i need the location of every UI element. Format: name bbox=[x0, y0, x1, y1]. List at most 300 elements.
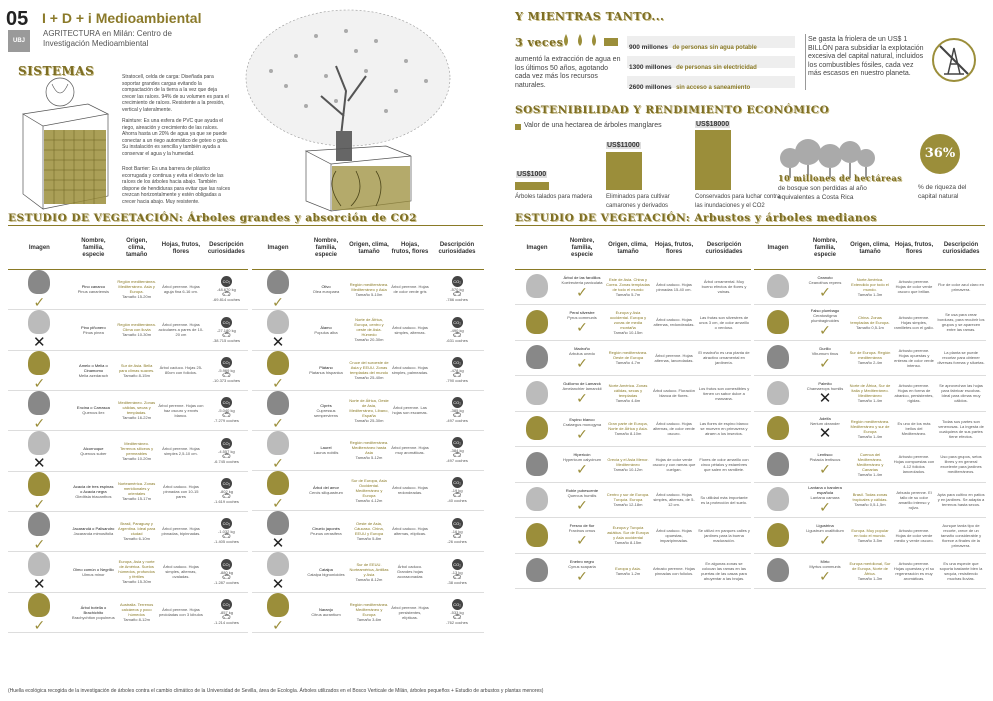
size-text: Tamaño 10-20m bbox=[122, 455, 152, 461]
scientific-name: Ligustrum ovalifolium bbox=[806, 528, 844, 534]
cars-value: -497 coches bbox=[446, 418, 468, 423]
col-descripcion: Descripción curiosidades bbox=[697, 229, 751, 269]
species-name: Fresno de flor bbox=[569, 523, 595, 529]
cars-value: -1.619 coches bbox=[213, 499, 239, 504]
origin-text: Mediterráneo. Terrenos silíceos y permeables bbox=[120, 440, 154, 456]
check-icon: ✓ bbox=[576, 425, 588, 442]
table-row bbox=[754, 447, 986, 483]
origin-text: Norte de África, Sur de Italia y Mediterráneo. Mediterráneo bbox=[849, 383, 891, 399]
leaf-text: Árbol caduco. Floración blanca de flores. bbox=[652, 388, 696, 399]
table-row bbox=[252, 551, 484, 592]
co2-value: -16 kg bbox=[451, 528, 463, 534]
co2-icon: CO₂ bbox=[221, 317, 232, 328]
col-descripcion: Descripción curiosidades bbox=[936, 229, 986, 269]
origin-text: Europa y Asia occidental. Europa y zonas de media montaña bbox=[609, 309, 647, 330]
size-text: Tamaño 1-4m bbox=[857, 398, 883, 404]
tree-icon bbox=[267, 552, 289, 576]
description-cell bbox=[430, 510, 484, 551]
leaf-text: Árbol caduco. Hojas opuestas, imparipinnadas. bbox=[656, 527, 692, 543]
description-cell bbox=[697, 411, 751, 447]
leaf-cell bbox=[651, 305, 697, 341]
legend-label: Valor de una hectarea de árboles manglares bbox=[524, 122, 662, 129]
name-cell bbox=[304, 510, 348, 551]
shrub-icon bbox=[767, 381, 789, 405]
origin-cell bbox=[116, 511, 157, 551]
co2-icon: CO₂ bbox=[452, 559, 463, 570]
col-imagen: Imagen bbox=[8, 229, 71, 269]
leaf-cell bbox=[892, 482, 936, 518]
shrub-icon bbox=[767, 452, 789, 476]
origin-text: Sur de EEUU. Norteamérica, Antillas y Asia bbox=[349, 561, 389, 577]
scientific-name: Viburnum tinus bbox=[811, 350, 839, 356]
image-cell bbox=[515, 482, 559, 518]
description-cell bbox=[697, 305, 751, 341]
scientific-name: Nerium oleander bbox=[810, 421, 840, 427]
image-cell bbox=[515, 553, 559, 589]
car-icon: 🚗︎ bbox=[452, 372, 462, 379]
size-text: Tamaño 5-12m bbox=[355, 455, 383, 460]
origin-text: Sur de Asia. Bella para climas suaves. bbox=[118, 362, 155, 373]
col-descripcion: Descripción curiosidades bbox=[430, 229, 484, 269]
origin-cell bbox=[848, 411, 892, 447]
leaf-cell bbox=[892, 447, 936, 483]
co2-icon: CO₂ bbox=[221, 599, 232, 610]
size-text: Tamaño 8-12m bbox=[123, 617, 150, 622]
species-name: Ceanoto bbox=[817, 274, 833, 280]
species-name: Acacia de tres espinas o Acacia negra bbox=[73, 483, 114, 494]
percent-badge: 36% bbox=[920, 134, 960, 174]
origin-cell bbox=[848, 269, 892, 305]
check-icon: ✓ bbox=[272, 293, 284, 309]
leaf-text: Arbusto perenne. Hojas opuestas y el su regeneración es muy aromáticas. bbox=[893, 560, 935, 581]
size-text: Tamaño 25-30m bbox=[354, 417, 384, 423]
col-imagen: Imagen bbox=[515, 229, 559, 269]
description-cell bbox=[936, 447, 986, 483]
name-cell bbox=[559, 376, 605, 412]
name-cell bbox=[559, 305, 605, 341]
description-cell bbox=[205, 430, 248, 471]
check-icon: ✓ bbox=[576, 354, 588, 371]
name-cell bbox=[802, 553, 848, 589]
co2-value: -533 kg bbox=[450, 610, 464, 615]
col-imagen: Imagen bbox=[754, 229, 802, 269]
image-cell bbox=[8, 390, 71, 430]
origin-cell bbox=[116, 592, 157, 632]
size-text: Tamaño 8-15m bbox=[614, 540, 642, 546]
leaf-text: Es uno de los más bellos del Mediterráneo. bbox=[897, 421, 931, 437]
check-icon: ✓ bbox=[272, 494, 284, 510]
origin-cell bbox=[348, 592, 390, 632]
cars-value: -10.373 coches bbox=[212, 378, 241, 383]
description-text: La planta se puede recortar para obtener diversas formas y siluetas. bbox=[937, 350, 985, 366]
car-icon: 🚗︎ bbox=[452, 532, 462, 540]
table-row bbox=[252, 470, 484, 510]
leaf-cell bbox=[157, 390, 205, 430]
leaf-cell bbox=[390, 430, 430, 470]
name-cell bbox=[304, 470, 348, 510]
scientific-name: Crataegus monogyna bbox=[562, 421, 602, 427]
description-cell bbox=[430, 390, 484, 430]
scientific-name: Platanus hispanica bbox=[309, 370, 343, 375]
origin-text: Norte América. Extendido por todo el mundo. bbox=[851, 276, 889, 292]
description-cell bbox=[430, 350, 484, 390]
size-text: Tamaño 16-22m bbox=[122, 415, 152, 420]
car-icon: 🚗︎ bbox=[221, 372, 231, 379]
size-text: Tamaño 1-3m bbox=[857, 291, 883, 297]
co2-value: -384 kg bbox=[450, 448, 464, 453]
x-icon: ✕ bbox=[271, 333, 285, 350]
species-name: Plátano bbox=[319, 365, 333, 370]
table-row bbox=[515, 447, 751, 483]
sistemas-title: SISTEMAS bbox=[18, 64, 95, 78]
image-cell bbox=[252, 350, 304, 390]
description-cell bbox=[430, 470, 484, 510]
subtitle-line-1: AGRITECTURA en Milán: Centro de bbox=[43, 29, 172, 38]
tabla1-left bbox=[8, 229, 248, 633]
leaf-cell bbox=[651, 518, 697, 554]
leaf-cell bbox=[892, 305, 936, 341]
size-text: Tamaño 1-3m bbox=[857, 575, 883, 581]
size-text: Tamaño 5-8m bbox=[356, 535, 382, 541]
origin-text: Gran parte de Europa, Norte de África y Asia. bbox=[608, 421, 648, 432]
table-row bbox=[515, 482, 751, 518]
species-name: Álamo bbox=[320, 324, 332, 330]
tabla2-title: ESTUDIO DE VEGETACIÓN: Arbustos y árboles medianos bbox=[515, 212, 877, 224]
table-row bbox=[754, 482, 986, 518]
mientras-title: Y MIENTRAS TANTO... bbox=[515, 10, 665, 23]
col-hojas: Hojas, frutos, flores bbox=[390, 229, 430, 269]
sistemas-rootbarrier-text: Root Barrier: Es una barrera de plástico ecorrugada y continua y evita el desvío de las raíces de los árboles hacia abajo. También dispone de hendiduras para evitar que las raíces crezcan horizontalmente y estén obligadas a crecer hacia abajo. Muy resistente. bbox=[122, 166, 231, 205]
image-cell bbox=[252, 309, 304, 350]
species-name: Pino canarco bbox=[81, 284, 106, 289]
leaf-text: Árbol caduco. Hojas alternas, elípticas. bbox=[392, 525, 428, 536]
size-text: Tamaño 2-4m bbox=[857, 360, 883, 366]
leaf-text: Árbol perenne. Las hojas son escamas. bbox=[392, 405, 428, 415]
description-cell bbox=[697, 269, 751, 305]
name-cell bbox=[71, 471, 116, 511]
table-row bbox=[252, 390, 484, 430]
image-cell bbox=[252, 510, 304, 551]
table-row bbox=[252, 309, 484, 350]
leaf-cell bbox=[892, 269, 936, 305]
leaf-text: Arbusto perenne. El tallo de su color amarillo intenso y rojizo. bbox=[896, 489, 932, 510]
co2-icon: CO₂ bbox=[452, 518, 463, 529]
size-text: Tamaño 25-40m bbox=[354, 375, 384, 380]
shrub-icon bbox=[526, 274, 548, 298]
tree-icon bbox=[267, 471, 289, 495]
check-icon: ✓ bbox=[576, 496, 588, 513]
species-name: Alcornoque bbox=[83, 445, 104, 451]
scientific-name: Quercus humilis bbox=[567, 492, 597, 498]
planter-illustration bbox=[8, 74, 118, 219]
origin-text: Región mediterránea. Mediterráneo. Asia y Europa. bbox=[117, 279, 156, 294]
table-row bbox=[515, 340, 751, 376]
shrub-icon bbox=[767, 523, 789, 547]
leaf-text: Arbusto perenne. Hojas de color verde medio y verde oscuro. bbox=[894, 527, 934, 543]
car-icon: 🚗︎ bbox=[452, 573, 462, 581]
species-name: Palmito bbox=[818, 380, 832, 386]
co2-value: -385 kg bbox=[450, 408, 464, 413]
table-row bbox=[252, 510, 484, 551]
cars-value: -762 coches bbox=[446, 620, 468, 625]
origin-text: Región mediterránea. Mediterráneo y Europa bbox=[349, 602, 389, 617]
co2-value: -5.969 kg bbox=[218, 368, 235, 373]
scientific-name: Quercus ilex bbox=[82, 410, 105, 415]
description-text: Su utilidad más importante es la protección del suelo. bbox=[700, 494, 748, 505]
scientific-name: Chamaerops humilis bbox=[806, 385, 844, 391]
cars-value: -1.405 coches bbox=[213, 539, 239, 544]
tree-icon bbox=[267, 431, 289, 455]
col-origen: Origen, clima, tamaño bbox=[848, 229, 892, 269]
co2-icon: CO₂ bbox=[452, 357, 463, 368]
name-cell bbox=[559, 269, 605, 305]
scientific-name: Olea europaea bbox=[312, 289, 340, 294]
origin-cell bbox=[848, 447, 892, 483]
car-icon: 🚗︎ bbox=[221, 331, 231, 339]
check-icon: ✓ bbox=[819, 567, 831, 584]
shrub-icon bbox=[767, 558, 789, 582]
name-cell bbox=[304, 350, 348, 390]
image-cell bbox=[754, 518, 802, 554]
size-text: Tamaño 10-30m bbox=[122, 332, 152, 337]
description-text: Flor de color azul claro en primavera. bbox=[937, 281, 985, 292]
name-cell bbox=[304, 390, 348, 430]
image-cell bbox=[8, 350, 71, 390]
origin-cell bbox=[605, 518, 651, 554]
cars-value: -7.279 coches bbox=[213, 418, 239, 423]
cars-value: -26 coches bbox=[447, 538, 467, 544]
image-cell bbox=[754, 376, 802, 412]
table-row bbox=[754, 518, 986, 554]
cars-value: -1.287 coches bbox=[213, 579, 239, 585]
species-name: Peral silvestre bbox=[569, 310, 595, 316]
co2-icon: CO₂ bbox=[221, 397, 232, 408]
scientific-name: Laurus nobilis bbox=[313, 450, 339, 455]
col-nombre: Nombre, familia, especie bbox=[559, 229, 605, 269]
car-icon: 🚗︎ bbox=[452, 492, 462, 499]
origin-text: Sur de Europa, Asia Occidental. Mediterráneo y Europa bbox=[351, 477, 387, 498]
description-cell bbox=[430, 430, 484, 470]
table-row bbox=[754, 340, 986, 376]
name-cell bbox=[802, 518, 848, 554]
species-name: Árbol del amor bbox=[312, 485, 339, 490]
size-text: Tamaño 1-4m bbox=[857, 471, 883, 477]
x-icon: ✕ bbox=[818, 425, 832, 443]
co2-icon: CO₂ bbox=[452, 599, 463, 610]
origin-text: Región mediterránea. Mediterráneo hasta Asia bbox=[349, 440, 389, 455]
description-cell bbox=[205, 269, 248, 309]
shrub-icon bbox=[767, 416, 789, 440]
description-text: Las flores de espino blanco se mueven en primavera y atraen a los insectos. bbox=[699, 421, 749, 437]
leaf-text: Árbol perenne. Hojas de color verde gris bbox=[391, 284, 429, 294]
car-icon: 🚗︎ bbox=[221, 452, 231, 460]
size-text: Tamaño 20-30m bbox=[354, 337, 384, 342]
tabla1-right bbox=[252, 229, 484, 633]
description-text: Los frutos son comestibles y tienen un sabor dulce a manzana. bbox=[698, 385, 750, 401]
table-row bbox=[754, 305, 986, 341]
col-hojas: Hojas, frutos, flores bbox=[892, 229, 936, 269]
origin-cell bbox=[348, 551, 390, 592]
car-icon: 🚗︎ bbox=[452, 412, 462, 419]
description-text: Todas sus partes son venenosas. La ingesta de cualquiera de sus partes tiene efectos. bbox=[938, 418, 984, 439]
check-icon: ✓ bbox=[819, 461, 831, 478]
name-cell bbox=[559, 518, 605, 554]
description-cell bbox=[936, 269, 986, 305]
species-name: Catalpa bbox=[319, 566, 333, 572]
image-cell bbox=[8, 592, 71, 632]
description-text: Se usa para crear borduras, para recubrir los grupos y se aparecen entre las ramas. bbox=[937, 312, 985, 333]
table-row bbox=[8, 350, 248, 390]
origin-cell bbox=[848, 518, 892, 554]
car-icon: 🚗︎ bbox=[452, 291, 462, 298]
species-name: Olmo común o Negrillo bbox=[73, 566, 114, 572]
cars-value: -631 coches bbox=[446, 337, 468, 343]
tree-icon bbox=[28, 552, 50, 576]
leaf-cell bbox=[157, 551, 205, 592]
image-cell bbox=[252, 470, 304, 510]
leaf-cell bbox=[892, 518, 936, 554]
size-text: Tamaño 4-12m bbox=[355, 497, 383, 503]
page-title: I + D + i Medioambiental bbox=[42, 10, 202, 26]
leaf-cell bbox=[390, 510, 430, 551]
name-cell bbox=[71, 592, 116, 632]
species-name: Ciruelo japonés bbox=[312, 525, 340, 531]
car-icon: 🚗︎ bbox=[221, 573, 231, 581]
size-text: Tamaño 8-12m bbox=[355, 576, 383, 582]
co2-value: -570 kg bbox=[450, 287, 464, 292]
shrub-icon bbox=[526, 345, 548, 369]
origin-cell bbox=[116, 269, 157, 309]
species-name: Adelfa bbox=[819, 416, 831, 422]
car-icon: 🚗︎ bbox=[452, 452, 462, 459]
species-name: Lentisco bbox=[817, 452, 833, 458]
description-cell bbox=[936, 553, 986, 589]
species-name: Falso plumbago bbox=[810, 307, 840, 313]
description-cell bbox=[697, 447, 751, 483]
cars-value: -790 coches bbox=[446, 378, 468, 383]
species-name: Ciprés bbox=[320, 402, 332, 408]
sistemas-stratocell-text: Stratocell, celda de carga: Diseñada para soportar grandes cargas evitando la compactación de la tierra a la vez que deja crecer las raíces. 94% de su volumen es para el crecimiento de raíces. Resistente a la presión, vertical y lateralmente. bbox=[122, 74, 229, 113]
description-cell bbox=[430, 592, 484, 632]
table-row bbox=[252, 592, 484, 632]
name-cell bbox=[71, 390, 116, 430]
name-cell bbox=[559, 482, 605, 518]
table-row bbox=[8, 269, 248, 309]
description-cell bbox=[205, 592, 248, 632]
image-cell bbox=[754, 305, 802, 341]
origin-text: Cuenca del Mediterráneo. Mediterráneo y Canarias bbox=[856, 451, 884, 472]
scientific-name: Cynus scaparia bbox=[568, 563, 596, 569]
name-cell bbox=[559, 340, 605, 376]
scientific-name: Melia azedarach bbox=[78, 372, 109, 378]
tree-icon bbox=[267, 310, 289, 334]
species-name: Pino piñonero bbox=[81, 324, 106, 330]
leaf-text: Árbol caduco. Hojas alternas, de color verde oscuro. bbox=[653, 421, 695, 437]
leaf-cell bbox=[651, 269, 697, 305]
leaf-cell bbox=[157, 592, 205, 632]
leaf-text: Árbol perenne. Hojas aguja fina 6-16 cm. bbox=[162, 284, 200, 294]
description-cell bbox=[936, 305, 986, 341]
leaf-text: Árbol caduco. Hojas simples, alternas, ovaladas. bbox=[163, 564, 199, 579]
description-text: Aunque tarda tipo de recorte, crece de un tamaño considerable y florece a finales de la primavera. bbox=[940, 522, 982, 548]
col-descripcion: Descripción curiosidades bbox=[205, 229, 248, 269]
origin-text: Europa y Asia. bbox=[615, 565, 641, 571]
tree-icon bbox=[28, 512, 50, 536]
description-cell bbox=[936, 411, 986, 447]
description-cell bbox=[205, 511, 248, 551]
description-text: Apta para cultivo en patios y en jardines. Se adapta a terrenos hasta secos. bbox=[937, 492, 985, 508]
scientific-name: Brachychiton populneus bbox=[72, 614, 115, 620]
description-cell bbox=[205, 390, 248, 430]
bar-3 bbox=[695, 130, 731, 190]
image-cell bbox=[754, 553, 802, 589]
origin-cell bbox=[605, 553, 651, 589]
leaf-cell bbox=[157, 309, 205, 350]
bar-2-value: US$11000 bbox=[607, 142, 640, 149]
co2-icon: CO₂ bbox=[452, 437, 463, 448]
image-cell bbox=[252, 592, 304, 632]
description-cell bbox=[697, 518, 751, 554]
page-number: 05 bbox=[6, 8, 29, 30]
size-text: Tamaño 10-15m bbox=[613, 329, 643, 335]
scientific-name: Hypericum calycinum bbox=[562, 457, 601, 463]
origin-cell bbox=[348, 350, 390, 390]
col-hojas: Hojas, frutos, flores bbox=[651, 229, 697, 269]
name-cell bbox=[802, 340, 848, 376]
table-row bbox=[8, 511, 248, 551]
name-cell bbox=[304, 430, 348, 470]
leaf-text: Árbol caduco. Hojas 25-80cm con foliolos. bbox=[159, 365, 203, 375]
col-nombre: Nombre, familia, especie bbox=[304, 229, 348, 269]
origin-cell bbox=[605, 340, 651, 376]
image-cell bbox=[515, 376, 559, 412]
species-name: Naranjo bbox=[318, 607, 333, 612]
description-text: El madroño es una planta de atractivo ornamental en jardinería. bbox=[698, 350, 750, 366]
tabla2-rule bbox=[515, 225, 985, 226]
name-cell bbox=[71, 269, 116, 309]
leaf-text: Árbol perenne. Hojas pecioladas con 3 lóbulos bbox=[159, 607, 203, 617]
origin-cell bbox=[116, 390, 157, 430]
leaf-text: Arbusto perenne. Hojas simples, ramilletes con el gallo. bbox=[894, 314, 934, 330]
co2-value: -5.040 kg bbox=[218, 408, 235, 413]
col-hojas: Hojas, frutos, flores bbox=[157, 229, 205, 269]
species-name: Enebro negro bbox=[569, 558, 595, 564]
stat-row-1: 900 millones de personas sin agua potable bbox=[627, 36, 795, 48]
check-icon: ✓ bbox=[272, 454, 284, 470]
origin-cell bbox=[348, 510, 390, 551]
scientific-name: Quercus suber bbox=[80, 450, 107, 456]
origin-cell bbox=[116, 309, 157, 350]
species-name: Árbol de las farolillos bbox=[563, 274, 601, 280]
description-cell bbox=[936, 482, 986, 518]
x-icon: ✕ bbox=[33, 454, 46, 471]
origin-text: Norte América. Zonas cálidas, secas y templadas bbox=[608, 383, 648, 399]
name-cell bbox=[559, 553, 605, 589]
image-cell bbox=[8, 430, 71, 471]
scientific-name: Pinus pinea bbox=[82, 329, 104, 335]
co2-value: -490 kg bbox=[450, 327, 464, 333]
description-text: Flores de color amarillo con cinco pétalos y estambres que salen en ramillete. bbox=[699, 456, 749, 472]
origin-text: Brasil. Todas zonas tropicales y cálidas. bbox=[852, 492, 888, 503]
table-row bbox=[515, 518, 751, 554]
species-name: Ligustrina bbox=[816, 523, 834, 529]
car-icon: 🚗︎ bbox=[221, 291, 231, 298]
col-imagen: Imagen bbox=[252, 229, 304, 269]
co2-value: -13 kg bbox=[451, 569, 463, 575]
x-icon: ✕ bbox=[33, 333, 46, 350]
gasta-text: Se gasta la friolera de un US$ 1 BILLÓN para subsidiar la explotación excesiva del capital natural, incluidos los combustibles fósiles, cada vez más escasos en nuestro planeta. bbox=[808, 36, 924, 77]
scientific-name: Ceanothus repens bbox=[808, 279, 842, 285]
